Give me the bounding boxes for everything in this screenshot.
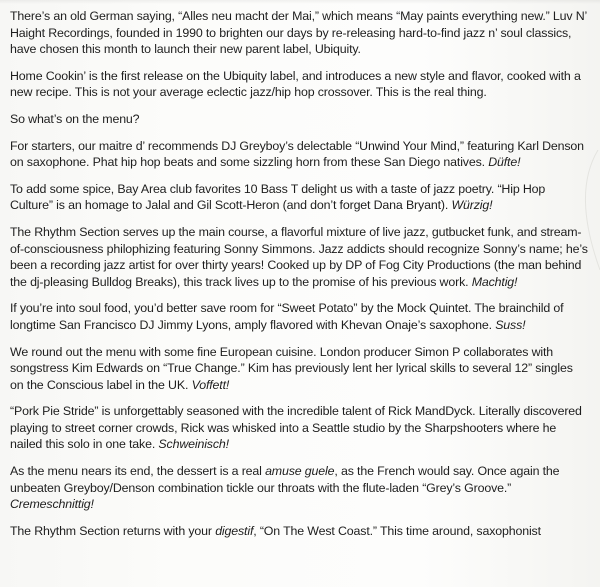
paragraph-rhythm-section — [10, 224, 588, 290]
paragraph-true-change — [10, 344, 588, 394]
tag-voffett: Voffett! — [191, 377, 230, 392]
paragraph-dessert-text-start: As the menu nears its end, the dessert is a real — [10, 464, 262, 479]
paragraph-pork-pie-stride-text: “Pork Pie Stride” is unforgettably seasoned with the incredible talent of Rick MandDyck. Literally discovered playing to street corner crowds, Rick was whisked into a Seattle studio by the Sharpshooters where he nailed this solo in one take. — [10, 404, 582, 452]
paragraph-digestif-text-start: The Rhythm Section returns with your — [10, 523, 212, 538]
page-edge-shadow — [0, 0, 600, 4]
paragraph-menu-question-text: So what’s on the menu? — [10, 111, 140, 126]
tag-cremeschnittig: Cremeschnittig! — [10, 497, 94, 512]
paragraph-rhythm-section-text: The Rhythm Section serves up the main course, a flavorful mixture of live jazz, gutbucket funk, and stream-of-consciousness philophizing featuring Sonny Simmons. Jazz addicts should recognize Sonny’s name; he’s been a recording jazz artist for over thirty years! Cooked up by DP of Fog City Productions (the man behind the dj-pleasing Bulldog Breaks), this track lives up to the promise of his previous work. — [10, 224, 588, 289]
paragraph-home-cookin-text: Home Cookin’ is the first release on the Ubiquity label, and introduces a new style and flavor, cooked with a new recipe. This is not your average eclectic jazz/hip hop crossover. This is the real thing. — [10, 68, 581, 100]
paragraph-pork-pie-stride — [10, 403, 588, 453]
liner-notes-text — [10, 8, 588, 549]
paragraph-sweet-potato-text: If you’re into soul food, you’d better save room for “Sweet Potato” by the Mock Quintet. The brainchild of longtime San Francisco DJ Jimmy Lyons, amply flavored with Khevan Onaje’s saxophone. — [10, 301, 564, 332]
tag-suss: Suss! — [495, 317, 526, 332]
paragraph-digestif-text-end: , “On The West Coast.” This time around, saxophonist — [253, 523, 541, 538]
paragraph-home-cookin — [10, 68, 588, 101]
paragraph-10-bass-t — [10, 181, 588, 214]
word-digestif: digestif — [215, 523, 254, 538]
paragraph-intro-text: There’s an old German saying, “Alles neu macht der Mai,” which means “May paints everything new.” Luv N’ Haight Recordings, founded in 1990 to brighten our days by re-releasing hard-to-find jazz n’ soul classics, have chosen this month to launch their new parent label, Ubiquity. — [10, 9, 587, 57]
paragraph-menu-question — [10, 111, 588, 128]
paragraph-digestif — [10, 523, 588, 540]
paragraph-dessert — [10, 463, 588, 513]
paragraph-intro — [10, 8, 588, 58]
paragraph-true-change-text: We round out the menu with some fine European cuisine. London producer Simon P collaborates with songstress Kim Edwards on “True Change.” Kim has previously lent her lyrical skills to several 12” singles on the Conscious label in the UK. — [10, 344, 573, 392]
paragraph-10-bass-t-text: To add some spice, Bay Area club favorites 10 Bass T delight us with a taste of jazz poetry. “Hip Hop Culture” is an homage to Jalal and Gil Scott-Heron (and don’t forget Dana Bryant). — [10, 181, 546, 213]
paragraph-greyboy — [10, 138, 588, 171]
phrase-amuse-guele: amuse guele — [265, 464, 335, 479]
paragraph-dessert-text-end: , as the French would say. Once again the unbeaten Greyboy/Denson combination tickle our throats with the flute-laden “Grey’s Groove.” — [10, 464, 560, 495]
paragraph-greyboy-text: For starters, our maitre d’ recommends DJ Greyboy’s delectable “Unwind Your Mind,” featuring Karl Denson on saxophone. Phat hip hop beats and some sizzling horn from these San Diego natives. — [10, 138, 584, 170]
tag-schweinisch: Schweinisch! — [158, 437, 229, 452]
tag-wuerzig: Würzig! — [451, 198, 493, 213]
paragraph-sweet-potato — [10, 300, 588, 333]
tag-machtig: Machtig! — [471, 274, 518, 289]
tag-duefte: Düfte! — [488, 155, 521, 170]
